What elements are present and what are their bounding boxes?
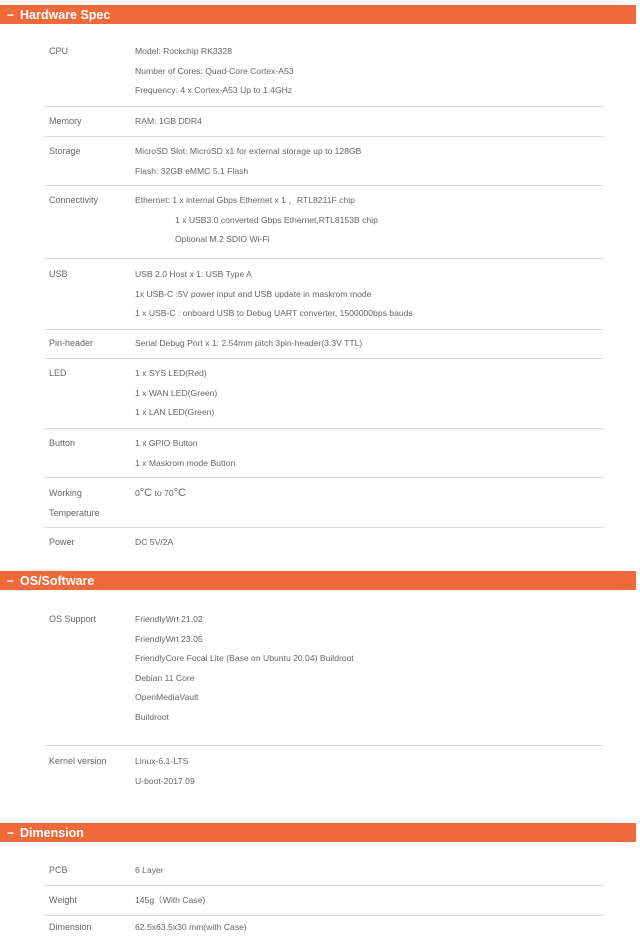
spec-value: 1 x USB3.0 converted Gbps Ethernet,RTL8153B chip (175, 214, 378, 225)
spec-label: Power (49, 537, 75, 547)
section-header-os[interactable] (0, 571, 636, 590)
temp-unit: °C (173, 487, 186, 499)
temp-to: to (152, 488, 165, 498)
spec-value: 1 x Maskrom mode Button (135, 457, 236, 468)
collapse-icon[interactable]: − (7, 573, 15, 588)
spec-value: 6 Layer (135, 865, 164, 875)
spec-value: 145g（With Case) (135, 895, 206, 905)
spec-value: Model: Rockchip RK3328 (135, 46, 232, 56)
spec-label: OS Support (49, 614, 97, 624)
spec-label: Connectivity (49, 195, 99, 205)
spec-label: Button (49, 438, 76, 448)
section-title: Dimension (20, 825, 84, 840)
spec-label: Kernel version (49, 756, 107, 766)
row-divider (44, 915, 604, 916)
spec-value: USB 2.0 Host x 1: USB Type A (135, 269, 252, 279)
spec-value: OpenMediaVault (135, 692, 199, 703)
spec-value: Ethernet: 1 x internal Gbps Ethernet x 1 ，RTL8211F chip (135, 195, 355, 205)
spec-value: DC 5V/2A (135, 537, 174, 547)
spec-value: Debian 11 Core (135, 672, 195, 683)
row-divider (44, 258, 604, 259)
spec-label: Weight (49, 895, 77, 905)
section-header-dimension[interactable] (0, 823, 636, 842)
spec-value: 1x USB-C :5V power input and USB update in maskrom mode (135, 288, 372, 299)
spec-label: Storage (49, 146, 81, 156)
row-divider (44, 745, 604, 746)
spec-label-line: Temperature (49, 507, 100, 518)
spec-value: Buildroot (135, 711, 169, 722)
spec-label-line: Working (49, 488, 82, 498)
section-title: Hardware Spec (20, 7, 111, 22)
temp-max: 70 (164, 488, 174, 498)
spec-value: Flash: 32GB eMMC 5.1 Flash (135, 165, 249, 176)
spec-value: FriendlyWrt 21.02 (135, 614, 203, 624)
spec-value (135, 484, 605, 504)
spec-value: Frequency: 4 x Cortex-A53 Up to 1.4GHz (135, 85, 293, 96)
row-divider (44, 477, 604, 478)
spec-value: FriendlyWrt 23.05 (135, 633, 203, 644)
spec-value: 1 x GPIO Button (135, 438, 198, 448)
spec-value: FriendlyCore Focal Lite (Base on Ubuntu 20.04) Buildroot (135, 653, 354, 664)
spec-value: Serial Debug Port x 1: 2.54mm pitch 3pin-header(3.3V TTL) (135, 338, 363, 348)
spec-value: Linux-6.1-LTS (135, 756, 189, 766)
spec-value: 1 x WAN LED(Green) (135, 387, 218, 398)
row-divider (44, 358, 604, 359)
spec-value: RAM: 1GB DDR4 (135, 116, 202, 126)
spec-label (49, 484, 129, 523)
row-divider (44, 885, 604, 886)
spec-label: LED (49, 368, 67, 378)
row-divider (44, 329, 604, 330)
spec-label: Memory (49, 116, 82, 126)
spec-value: Optional M.2 SDIO Wi-Fi (175, 234, 270, 245)
spec-value: Number of Cores: Quad-Core Cortex-A53 (135, 65, 294, 76)
section-title: OS/Software (20, 573, 95, 588)
spec-value: U-boot-2017.09 (135, 775, 195, 786)
spec-label: Pin-header (49, 338, 94, 348)
spec-label: Dimension (49, 922, 92, 932)
temp-min: 0 (135, 488, 140, 498)
section-header-hardware[interactable] (0, 5, 636, 24)
spec-label: PCB (49, 865, 68, 875)
row-divider (44, 136, 604, 137)
spec-value: 1 x USB-C : onboard USB to Debug UART converter, 1500000bps bauds (135, 308, 413, 319)
spec-value: 62.5x63.5x30 mm(with Case) (135, 922, 247, 932)
row-divider (44, 527, 604, 528)
temp-unit: °C (139, 487, 153, 499)
spec-label: CPU (49, 46, 69, 56)
spec-value: 1 x LAN LED(Green) (135, 407, 215, 418)
collapse-icon[interactable]: − (7, 825, 15, 840)
row-divider (44, 185, 604, 186)
spec-value: MicroSD Slot: MicroSD x1 for external storage up to 128GB (135, 146, 362, 156)
spec-value: 1 x SYS LED(Red) (135, 368, 207, 378)
spec-label: USB (49, 269, 68, 279)
row-divider (44, 106, 604, 107)
row-divider (44, 428, 604, 429)
collapse-icon[interactable]: − (7, 7, 15, 22)
